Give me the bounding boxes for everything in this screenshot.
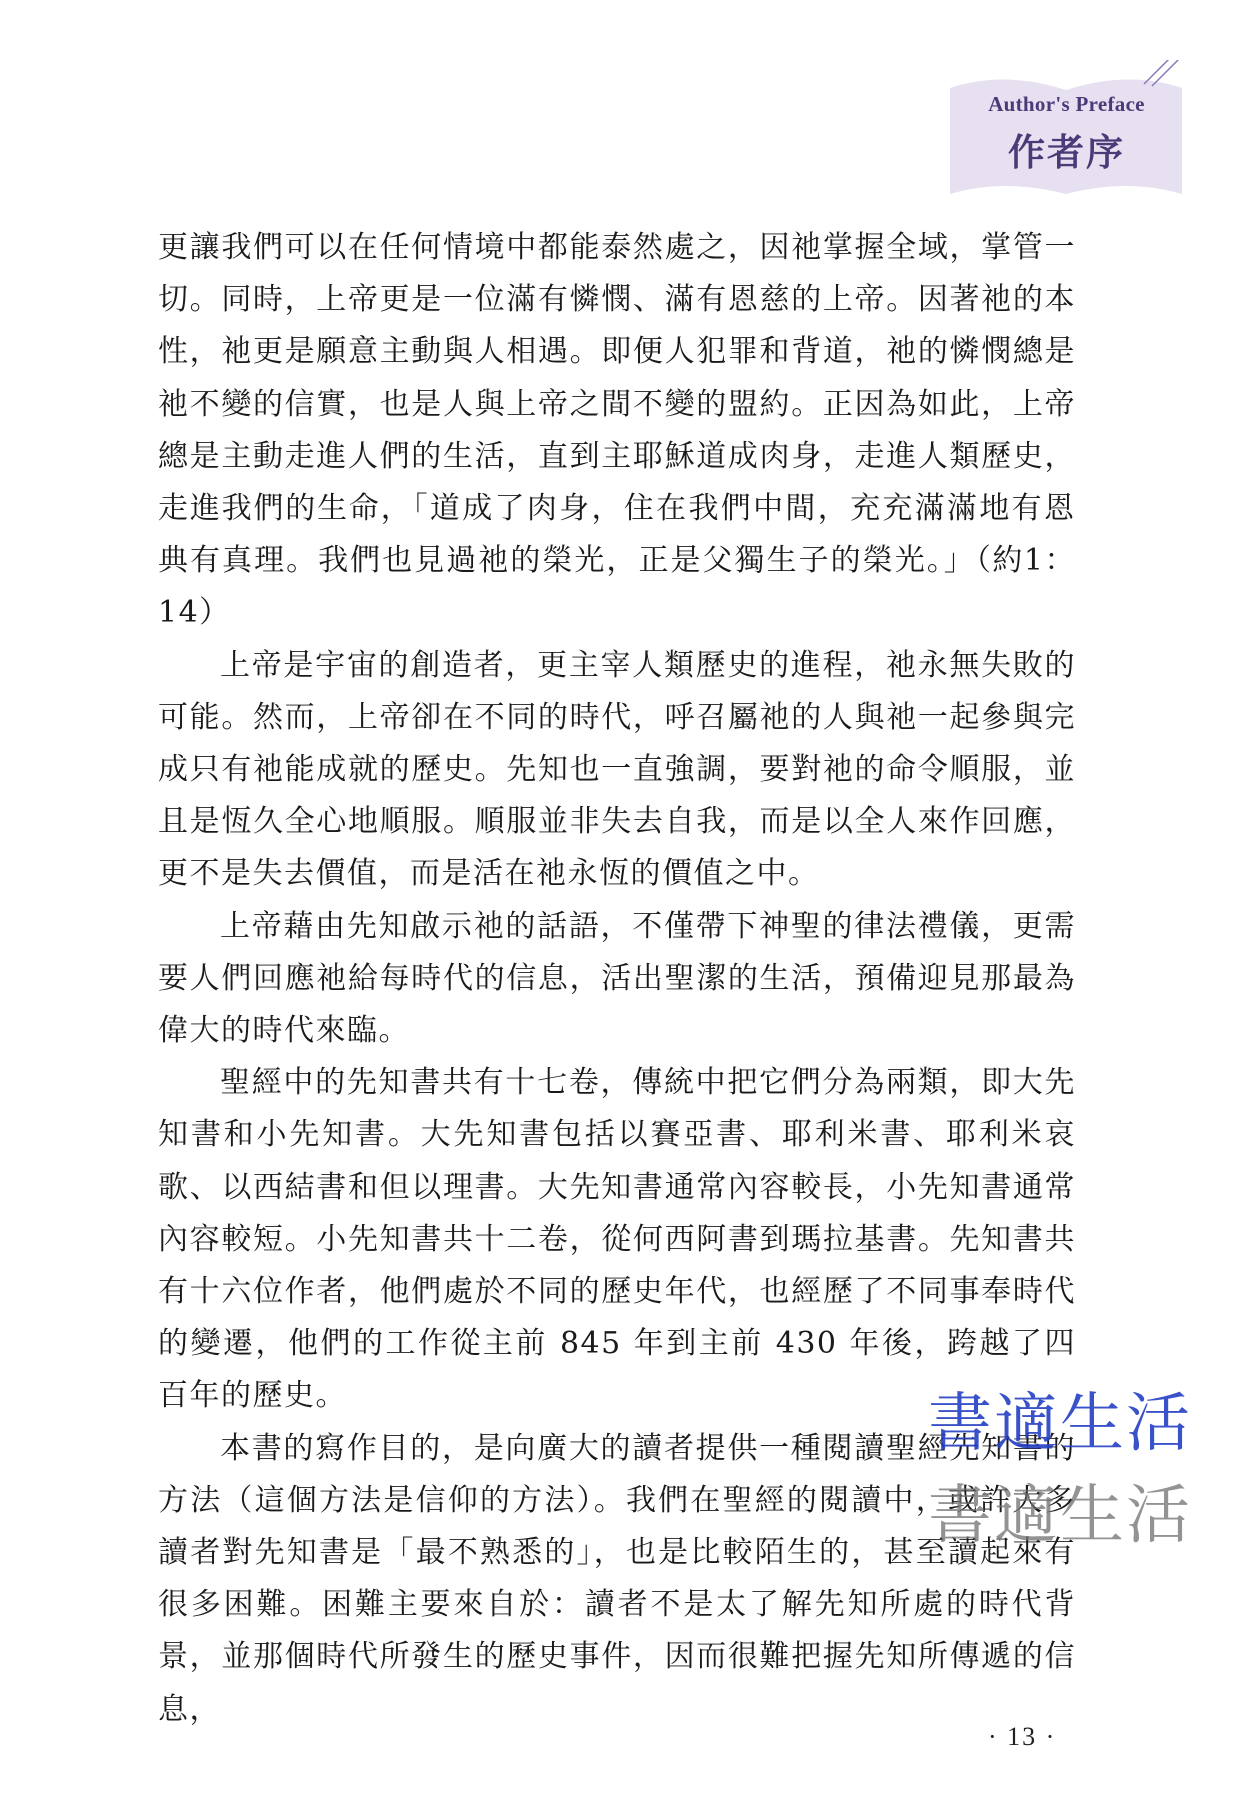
paragraph-2: 上帝是宇宙的創造者，更主宰人類歷史的進程，祂永無失敗的可能。然而，上帝卻在不同的時代，呼召屬祂的人與祂一起參與完成只有祂能成就的歷史。先知也一直強調，要對祂的命令順服，並且是恆久全心地順服。順服並非失去自我，而是以全人來作回應，更不是失去價值，而是活在祂永恆的價值之中。 — [158, 647, 1076, 892]
chapter-title-chinese: 作者序 — [1008, 130, 1125, 174]
page-number: · 13 · — [988, 1722, 1057, 1751]
scripture-quote: 「道成了肉身，住在我們中間，充充滿滿地有恩典有真理。我們也見過祂的榮光，正是父獨生子的榮光。」 — [158, 491, 1077, 579]
paragraph-1-main: 更讓我們可以在任何情境中都能泰然處之，因祂掌握全域，掌管一切。同時，上帝更是一位滿有憐憫、滿有恩慈的上帝。因著祂的本性，祂更是願意主動與人相遇。即便人犯罪和背道，祂的憐憫總是祂不變的信實，也是人與上帝之間不變的盟約。正因為如此，上帝總是主動走進人們的生活，直到主耶穌道成肉身，走進人類歷史，走進我們的生命， — [158, 230, 1076, 527]
paragraph-4: 聖經中的先知書共有十七卷，傳統中把它們分為兩類，即大先知書和小先知書。大先知書包括以賽亞書、耶利米書、耶利米哀歌、以西結書和但以理書。大先知書通常內容較長，小先知書通常內容較短。小先知書共十二卷，從何西阿書到瑪拉基書。先知書共有十六位作者，他們處於不同的歷史年代，也經歷了不同事奉時代的變遷，他們的工作從主前 845 年到主前 430 年後，跨越了四百年的歷史。 — [158, 1065, 1076, 1414]
watermark-primary: 書適生活 — [928, 1387, 1192, 1461]
chapter-title-english: Author's Preface — [988, 92, 1145, 116]
paragraph-5: 本書的寫作目的，是向廣大的讀者提供一種閱讀聖經先知書的方法（這個方法是信仰的方法）。我們在聖經的閱讀中，或許大多讀者對先知書是「最不熟悉的」，也是比較陌生的，甚至讀起來有很多困難。困難主要來自於：讀者不是太了解先知所處的時代背景，並那個時代所發生的歷史事件，因而很難把握先知所傳遞的信息， — [158, 1430, 1076, 1727]
paragraph-1 — [158, 222, 1076, 640]
chapter-header-tab — [944, 60, 1189, 194]
scripture-reference: （約1：14） — [158, 543, 1076, 631]
paragraph-3: 上帝藉由先知啟示祂的話語，不僅帶下神聖的律法禮儀，更需要人們回應祂給每時代的信息，活出聖潔的生活，預備迎見那最為偉大的時代來臨。 — [158, 908, 1076, 1049]
watermark-secondary: 書適生活 — [928, 1479, 1192, 1553]
